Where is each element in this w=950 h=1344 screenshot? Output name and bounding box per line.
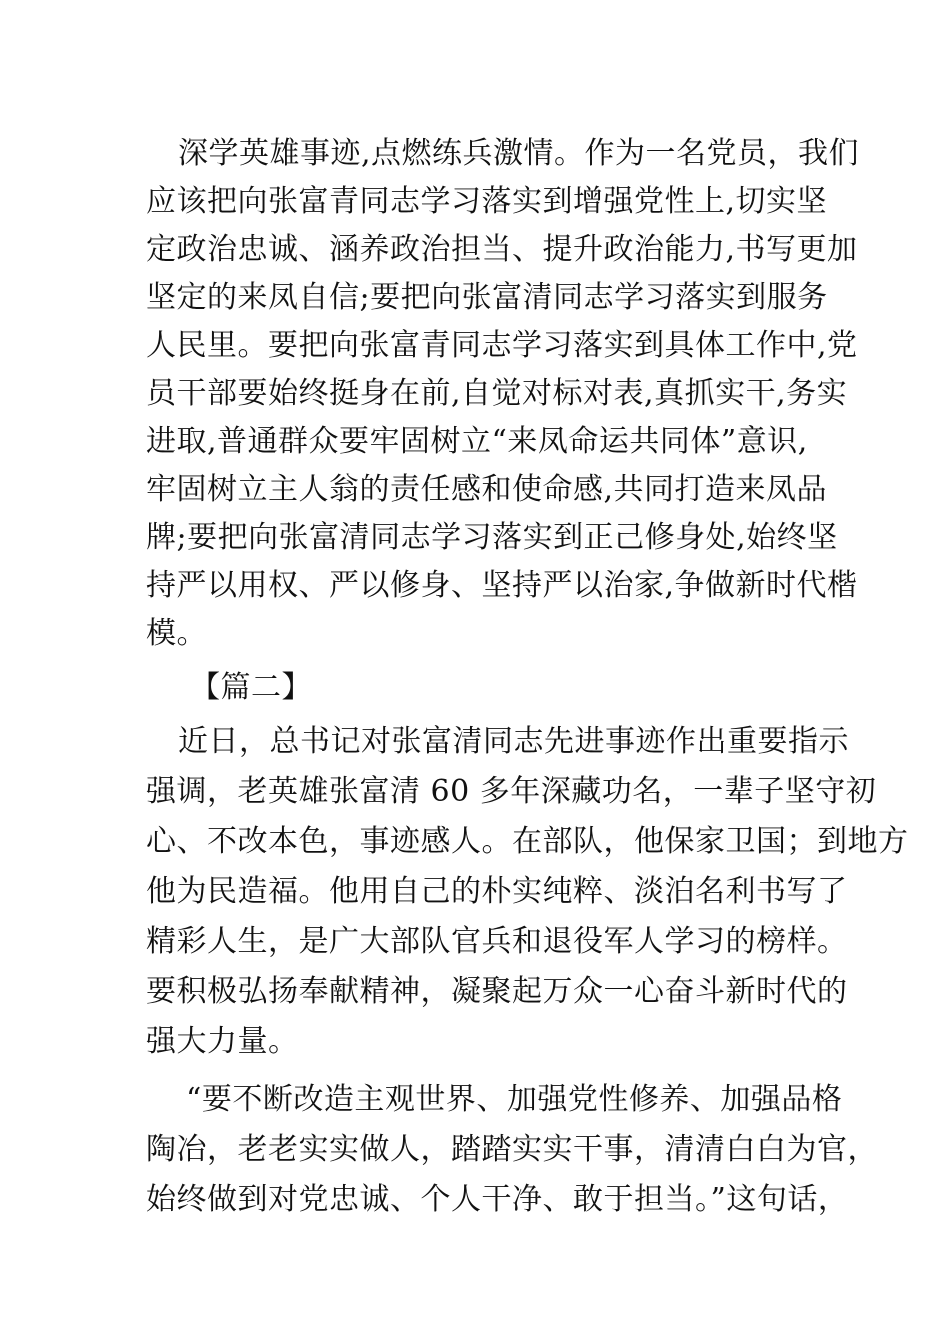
paragraph-1-line-9: 牌;要把向张富清同志学习落实到正己修身处,始终坚: [146, 520, 838, 555]
paragraph-2-line-2: 强调，老英雄张富清 60 多年深藏功名，一辈子坚守初: [146, 774, 877, 809]
paragraph-2-line-4: 他为民造福。他用自己的朴实纯粹、淡泊名利书写了: [146, 874, 848, 909]
paragraph-1-line-7: 进取,普通群众要牢固树立“来凤命运共同体”意识,: [146, 424, 808, 459]
paragraph-1-line-11: 模。: [146, 616, 207, 651]
paragraph-1-line-2: 应该把向张富青同志学习落实到增强党性上,切实坚: [146, 184, 828, 219]
paragraph-1-line-3: 定政治忠诚、涵养政治担当、提升政治能力,书写更加: [146, 232, 858, 267]
paragraph-1-line-5: 人民里。要把向张富青同志学习落实到具体工作中,党: [146, 328, 858, 363]
paragraph-2-line-3: 心、不改本色，事迹感人。在部队，他保家卫国；到地方: [146, 824, 909, 859]
paragraph-3-line-3: 始终做到对党忠诚、个人干净、敢于担当。”这句话，: [146, 1182, 849, 1217]
paragraph-2-line-1: 近日，总书记对张富清同志先进事迹作出重要指示: [178, 724, 849, 759]
paragraph-1-line-8: 牢固树立主人翁的责任感和使命感,共同打造来凤品: [146, 472, 828, 507]
paragraph-1-line-4: 坚定的来凤自信;要把向张富清同志学习落实到服务: [146, 280, 828, 315]
paragraph-3-line-2: 陶冶，老老实实做人，踏踏实实干事，清清白白为官，: [146, 1132, 878, 1167]
paragraph-1-line-6: 员干部要始终挺身在前,自觉对标对表,真抓实干,务实: [146, 376, 848, 411]
paragraph-2-line-6: 要积极弘扬奉献精神，凝聚起万众一心奋斗新时代的: [146, 974, 848, 1009]
paragraph-3-line-1: “要不断改造主观世界、加强党性修养、加强品格: [186, 1082, 843, 1117]
paragraph-2-line-7: 强大力量。: [146, 1024, 299, 1059]
paragraph-2-line-5: 精彩人生，是广大部队官兵和退役军人学习的榜样。: [146, 924, 848, 959]
section-heading: 【篇二】: [190, 670, 312, 705]
paragraph-1-line-10: 持严以用权、严以修身、坚持严以治家,争做新时代楷: [146, 568, 858, 603]
paragraph-1-line-1: 深学英雄事迹,点燃练兵激情。作为一名党员，我们: [178, 136, 860, 171]
